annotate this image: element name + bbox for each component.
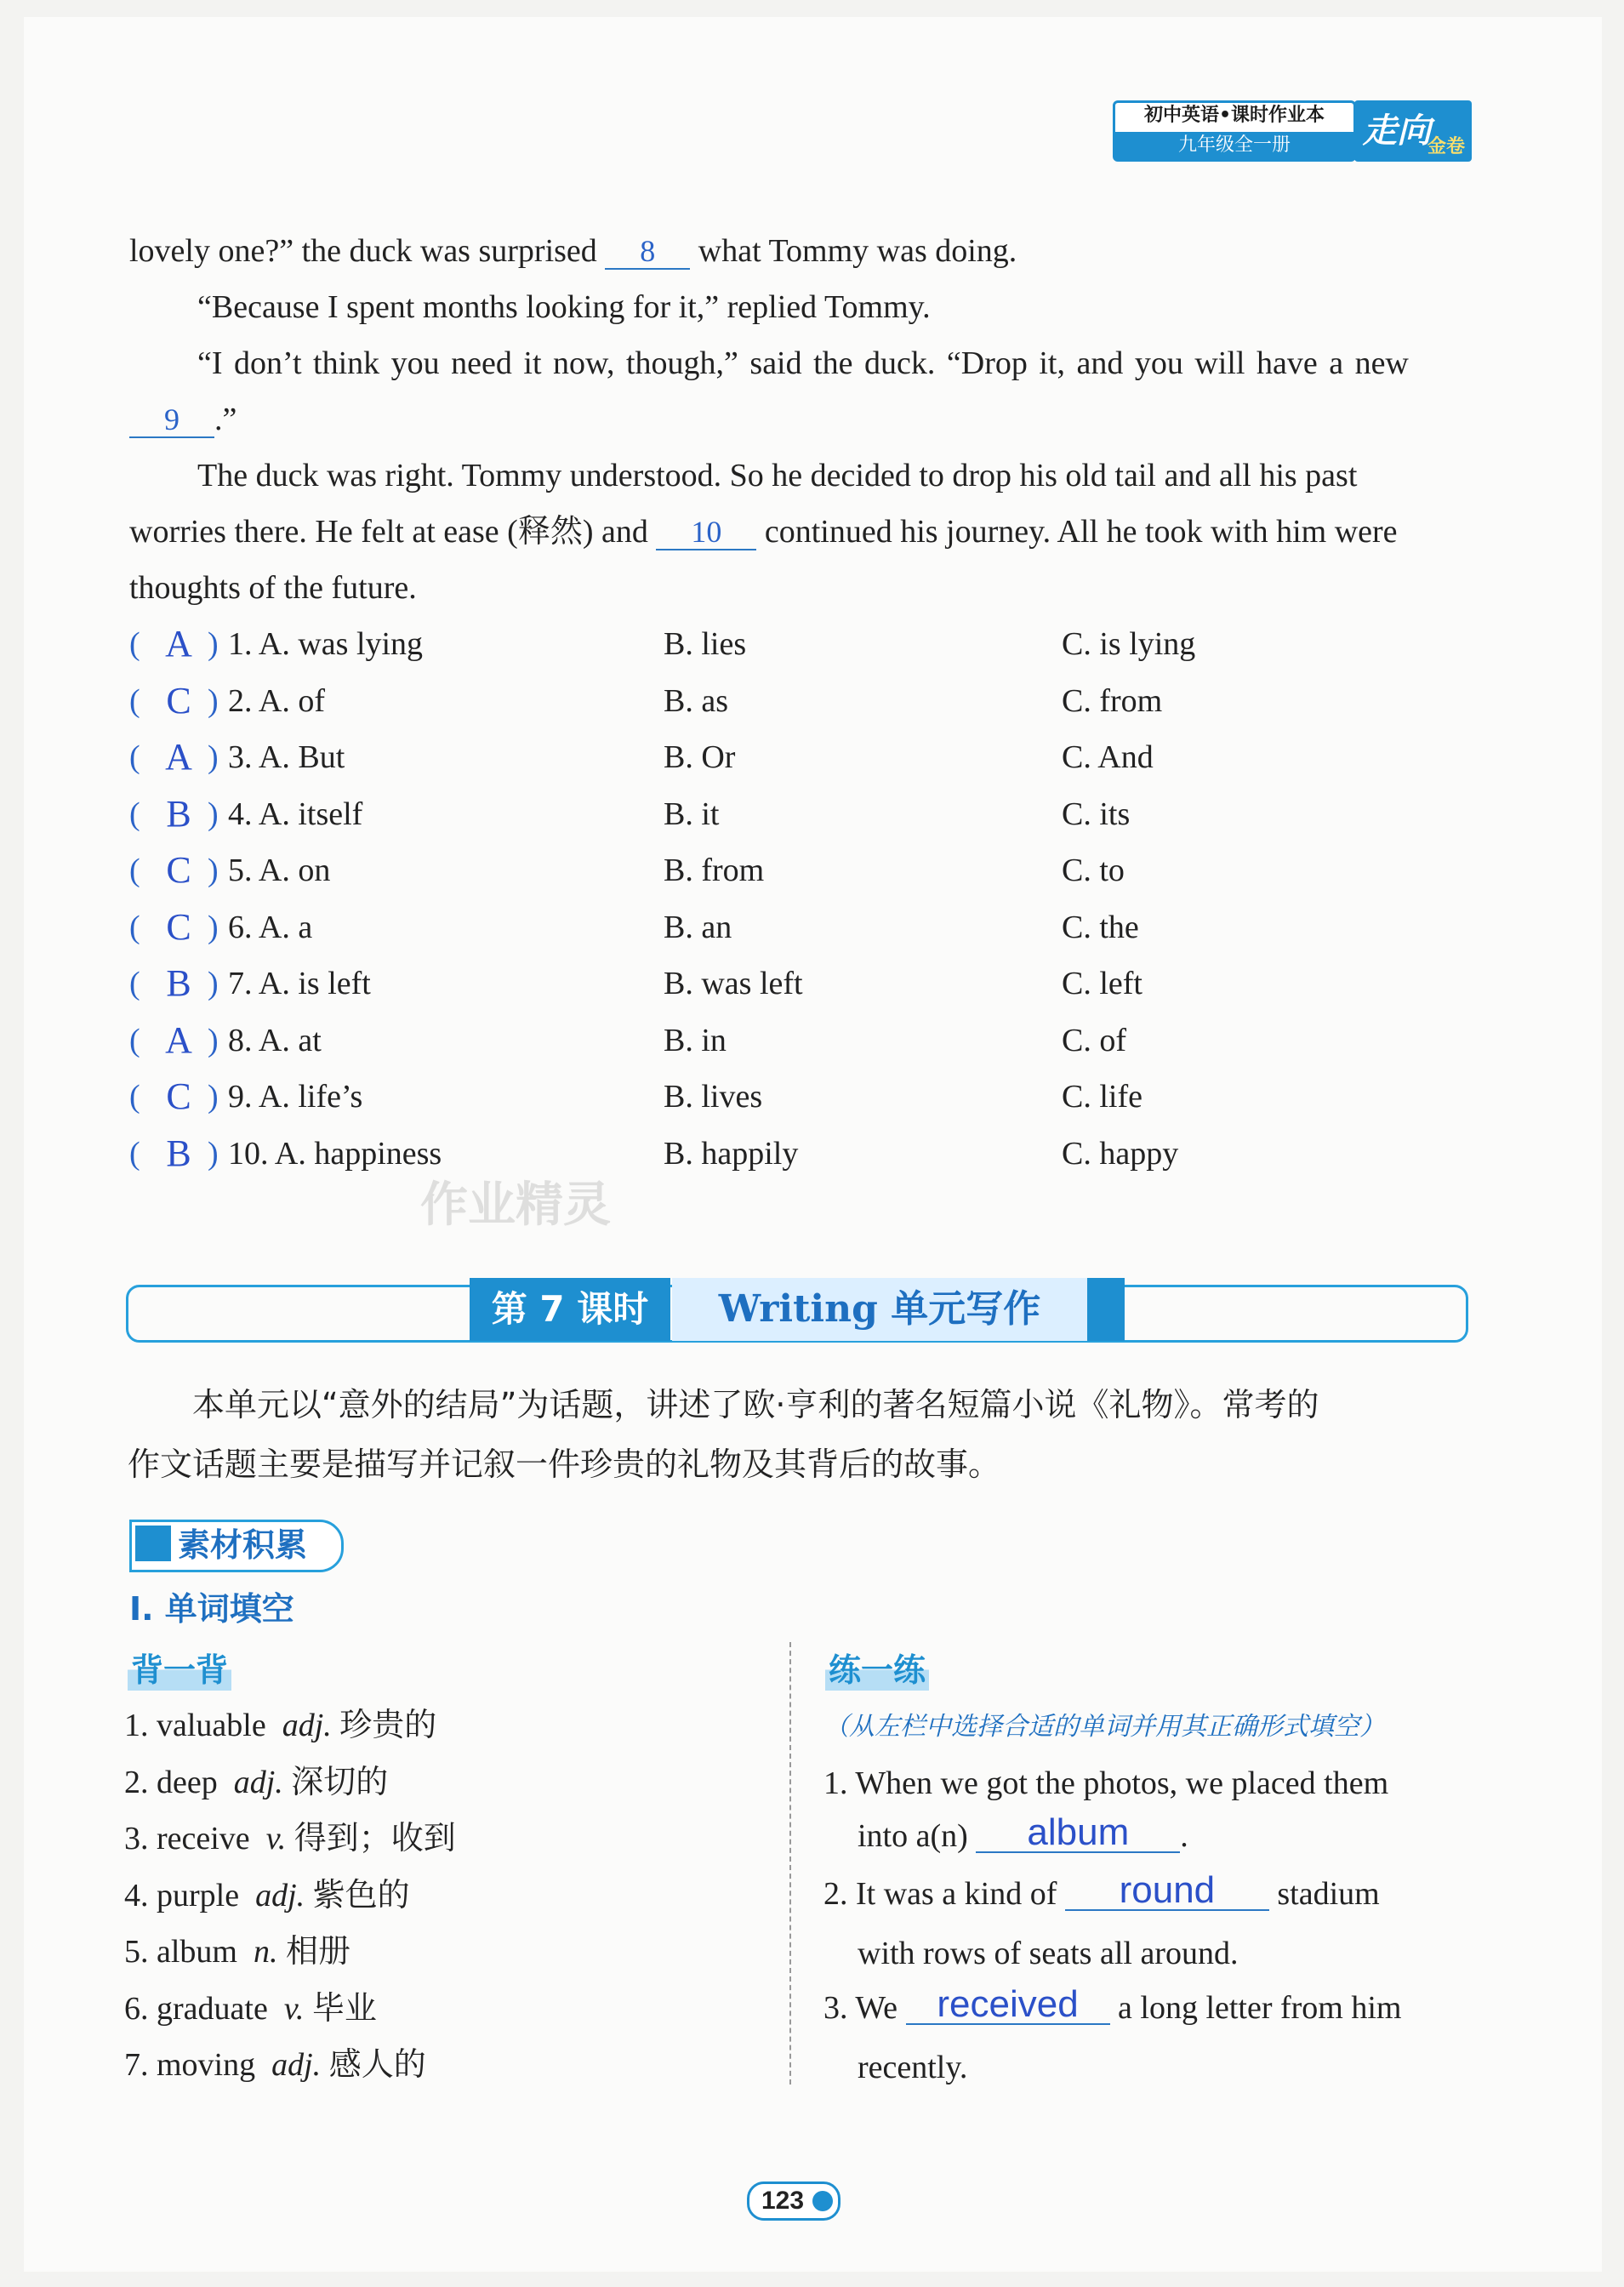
answer-letter: C bbox=[166, 1075, 191, 1117]
option-b: B. Or bbox=[664, 739, 736, 775]
blank-8: 8 bbox=[605, 234, 690, 270]
exercise-1-line-1: 1. When we got the photos, we placed them bbox=[823, 1765, 1389, 1801]
intro-line-1: 本单元以“意外的结局”为话题，讲述了欧·亨利的著名短篇小说《礼物》。常考的 bbox=[192, 1386, 1319, 1423]
answer-letter: A bbox=[165, 736, 192, 778]
paren-open: ( bbox=[129, 796, 140, 832]
option-b: B. lies bbox=[664, 626, 747, 662]
exercise-3-line-1 bbox=[823, 1983, 1402, 2026]
option-row bbox=[129, 786, 1490, 842]
option-a: 1. A. was lying bbox=[228, 626, 424, 662]
option-row bbox=[129, 729, 1490, 785]
vocab-word: 5. album bbox=[124, 1934, 237, 1970]
passage-line-5: The duck was right. Tommy understood. So he decided to drop his old tail and all his past bbox=[197, 458, 1358, 493]
vocab-item bbox=[124, 1754, 388, 1811]
option-b: B. as bbox=[664, 682, 728, 719]
option-a: 4. A. itself bbox=[228, 796, 363, 832]
column-divider bbox=[789, 1642, 791, 2085]
tag-label: 素材积累 bbox=[178, 1526, 308, 1564]
option-row bbox=[129, 955, 1490, 1012]
paren-open: ( bbox=[129, 626, 140, 662]
vocab-word: 4. purple bbox=[124, 1877, 240, 1913]
option-b: B. an bbox=[664, 909, 732, 945]
vocab-pos: adj. bbox=[233, 1764, 283, 1800]
passage-line-1 bbox=[129, 223, 1017, 279]
tag-square-icon bbox=[135, 1526, 171, 1561]
exercise-1-line-2 bbox=[858, 1811, 1188, 1854]
answer-letter: C bbox=[166, 849, 191, 891]
passage-text: .” bbox=[214, 402, 237, 437]
vocab-pos: adj. bbox=[271, 2047, 322, 2083]
vocab-item bbox=[124, 2036, 426, 2093]
brand-logo bbox=[1354, 100, 1472, 162]
paren-close: ) bbox=[208, 966, 219, 1001]
paren-close: ) bbox=[208, 1079, 219, 1115]
banner-cap bbox=[1087, 1278, 1125, 1341]
option-a: 9. A. life’s bbox=[228, 1079, 363, 1115]
part-title: I. 单词填空 bbox=[129, 1590, 294, 1628]
answer-round: round bbox=[1065, 1872, 1269, 1911]
answer-album: album bbox=[976, 1814, 1180, 1853]
exercise-text: . bbox=[1180, 1818, 1188, 1854]
paren-close: ) bbox=[208, 682, 219, 719]
passage-text: continued his journey. All he took with him were bbox=[756, 514, 1398, 550]
page-number-text: 123 bbox=[761, 2187, 805, 2215]
option-c: C. life bbox=[1062, 1079, 1142, 1115]
vocab-meaning: 毕业 bbox=[311, 1988, 377, 2027]
paren-close: ) bbox=[208, 1135, 219, 1172]
exercise-text: stadium bbox=[1277, 1876, 1380, 1912]
blank-9: 9 bbox=[129, 402, 214, 438]
vocab-meaning: 感人的 bbox=[328, 2045, 426, 2083]
grade-label: 九年级全一册 bbox=[1115, 132, 1353, 159]
option-row bbox=[129, 1012, 1490, 1069]
option-row bbox=[129, 673, 1490, 729]
vocab-meaning: 深切的 bbox=[291, 1762, 389, 1800]
paren-open: ( bbox=[129, 1135, 140, 1172]
brand-name: 走向 bbox=[1363, 111, 1431, 151]
page-number bbox=[747, 2181, 840, 2221]
vocab-item bbox=[124, 1980, 377, 2037]
paren-close: ) bbox=[208, 1022, 219, 1058]
option-c: C. is lying bbox=[1062, 626, 1196, 662]
passage-text: worries there. He felt at ease (释然) and bbox=[129, 514, 657, 550]
paren-close: ) bbox=[208, 853, 219, 888]
material-tag bbox=[129, 1520, 344, 1572]
option-row bbox=[129, 1126, 1490, 1182]
exercise-text: 2. It was a kind of bbox=[823, 1876, 1057, 1912]
option-row bbox=[129, 899, 1490, 955]
vocab-item bbox=[124, 1867, 410, 1924]
exercise-2-line-2: with rows of seats all around. bbox=[858, 1936, 1239, 1971]
option-c: C. left bbox=[1062, 966, 1142, 1001]
vocab-pos: v. bbox=[265, 1821, 287, 1856]
passage-text: what Tommy was doing. bbox=[690, 233, 1017, 269]
answer-letter: A bbox=[165, 1018, 192, 1061]
option-row bbox=[129, 616, 1490, 672]
vocab-word: 2. deep bbox=[124, 1764, 218, 1800]
paren-open: ( bbox=[129, 1079, 140, 1115]
answer-received: received bbox=[906, 1986, 1110, 2025]
vocab-meaning: 珍贵的 bbox=[339, 1706, 437, 1743]
option-a: 2. A. of bbox=[228, 682, 325, 719]
left-heading: 背一背 bbox=[128, 1644, 231, 1691]
vocab-word: 7. moving bbox=[124, 2047, 256, 2083]
option-c: C. to bbox=[1062, 853, 1125, 888]
paren-open: ( bbox=[129, 682, 140, 719]
exercise-text: 3. We bbox=[823, 1990, 898, 2026]
passage-line-6 bbox=[129, 504, 1398, 560]
exercise-text: a long letter from him bbox=[1118, 1990, 1402, 2026]
option-c: C. of bbox=[1062, 1022, 1126, 1058]
paren-close: ) bbox=[208, 909, 219, 945]
dot-icon bbox=[812, 2191, 833, 2211]
passage-line-4 bbox=[129, 391, 236, 448]
answer-letter: B bbox=[166, 792, 191, 835]
section-title: Writing 单元写作 bbox=[672, 1278, 1087, 1341]
paren-open: ( bbox=[129, 966, 140, 1001]
answer-letter: B bbox=[166, 1132, 191, 1174]
option-row bbox=[129, 842, 1490, 898]
vocab-pos: adj. bbox=[255, 1877, 305, 1913]
vocab-item bbox=[124, 1697, 436, 1754]
option-b: B. from bbox=[664, 853, 765, 888]
brand-sub: 金卷 bbox=[1427, 136, 1465, 157]
answer-letter: A bbox=[165, 623, 192, 664]
vocab-word: 3. receive bbox=[124, 1821, 250, 1856]
paren-close: ) bbox=[208, 796, 219, 832]
vocab-pos: v. bbox=[283, 1990, 305, 2027]
option-b: B. it bbox=[664, 796, 720, 832]
answer-letter: C bbox=[166, 679, 191, 721]
series-badge bbox=[1113, 100, 1356, 162]
vocab-word: 1. valuable bbox=[124, 1708, 266, 1743]
option-a: 7. A. is left bbox=[228, 966, 371, 1001]
vocab-meaning: 紫色的 bbox=[312, 1875, 410, 1913]
passage-line-3: “I don’t think you need it now, though,” said the duck. “Drop it, and you will have a new bbox=[197, 345, 1409, 381]
option-b: B. lives bbox=[664, 1079, 763, 1115]
paren-open: ( bbox=[129, 909, 140, 945]
option-a: 8. A. at bbox=[228, 1022, 322, 1058]
option-b: B. was left bbox=[664, 966, 803, 1001]
answer-letter: B bbox=[166, 962, 191, 1004]
right-heading: 练一练 bbox=[825, 1644, 929, 1691]
option-b: B. in bbox=[664, 1022, 727, 1058]
paren-close: ) bbox=[208, 626, 219, 662]
option-a: 5. A. on bbox=[228, 853, 331, 888]
answer-letter: C bbox=[166, 905, 191, 948]
intro-line-2: 作文话题主要是描写并记叙一件珍贵的礼物及其背后的故事。 bbox=[128, 1446, 1001, 1483]
exercise-hint: （从左栏中选择合适的单词并用其正确形式填空） bbox=[823, 1712, 1385, 1742]
vocab-word: 6. graduate bbox=[124, 1990, 268, 2027]
option-c: C. the bbox=[1062, 909, 1139, 945]
exercise-2-line-1 bbox=[823, 1869, 1380, 1912]
option-a: 10. A. happiness bbox=[228, 1135, 442, 1172]
option-c: C. its bbox=[1062, 796, 1131, 832]
series-title: 初中英语•课时作业本 bbox=[1143, 105, 1325, 126]
paren-open: ( bbox=[129, 853, 140, 888]
vocab-item bbox=[124, 1923, 350, 1980]
lesson-label: 第 7 课时 bbox=[470, 1278, 670, 1341]
paren-close: ) bbox=[208, 739, 219, 775]
vocab-meaning: 得到；收到 bbox=[293, 1819, 456, 1856]
exercise-text: into a(n) bbox=[858, 1818, 968, 1854]
option-a: 6. A. a bbox=[228, 909, 313, 945]
passage-text: lovely one?” the duck was surprised bbox=[129, 233, 606, 269]
option-c: C. from bbox=[1062, 682, 1163, 719]
passage-line-7: thoughts of the future. bbox=[129, 570, 417, 606]
passage-line-2: “Because I spent months looking for it,” replied Tommy. bbox=[197, 289, 931, 325]
watermark: 作业精灵 bbox=[420, 1178, 611, 1233]
exercise-3-line-2: recently. bbox=[858, 2050, 968, 2085]
option-row bbox=[129, 1069, 1490, 1125]
option-c: C. happy bbox=[1062, 1135, 1179, 1172]
vocab-pos: n. bbox=[253, 1934, 278, 1970]
vocab-pos: adj. bbox=[282, 1708, 332, 1743]
vocab-item bbox=[124, 1810, 456, 1867]
paren-open: ( bbox=[129, 739, 140, 775]
vocab-meaning: 相册 bbox=[285, 1932, 350, 1970]
option-a: 3. A. But bbox=[228, 739, 345, 775]
option-c: C. And bbox=[1062, 739, 1154, 775]
option-b: B. happily bbox=[664, 1135, 799, 1172]
blank-10: 10 bbox=[656, 515, 756, 550]
paren-open: ( bbox=[129, 1022, 140, 1058]
